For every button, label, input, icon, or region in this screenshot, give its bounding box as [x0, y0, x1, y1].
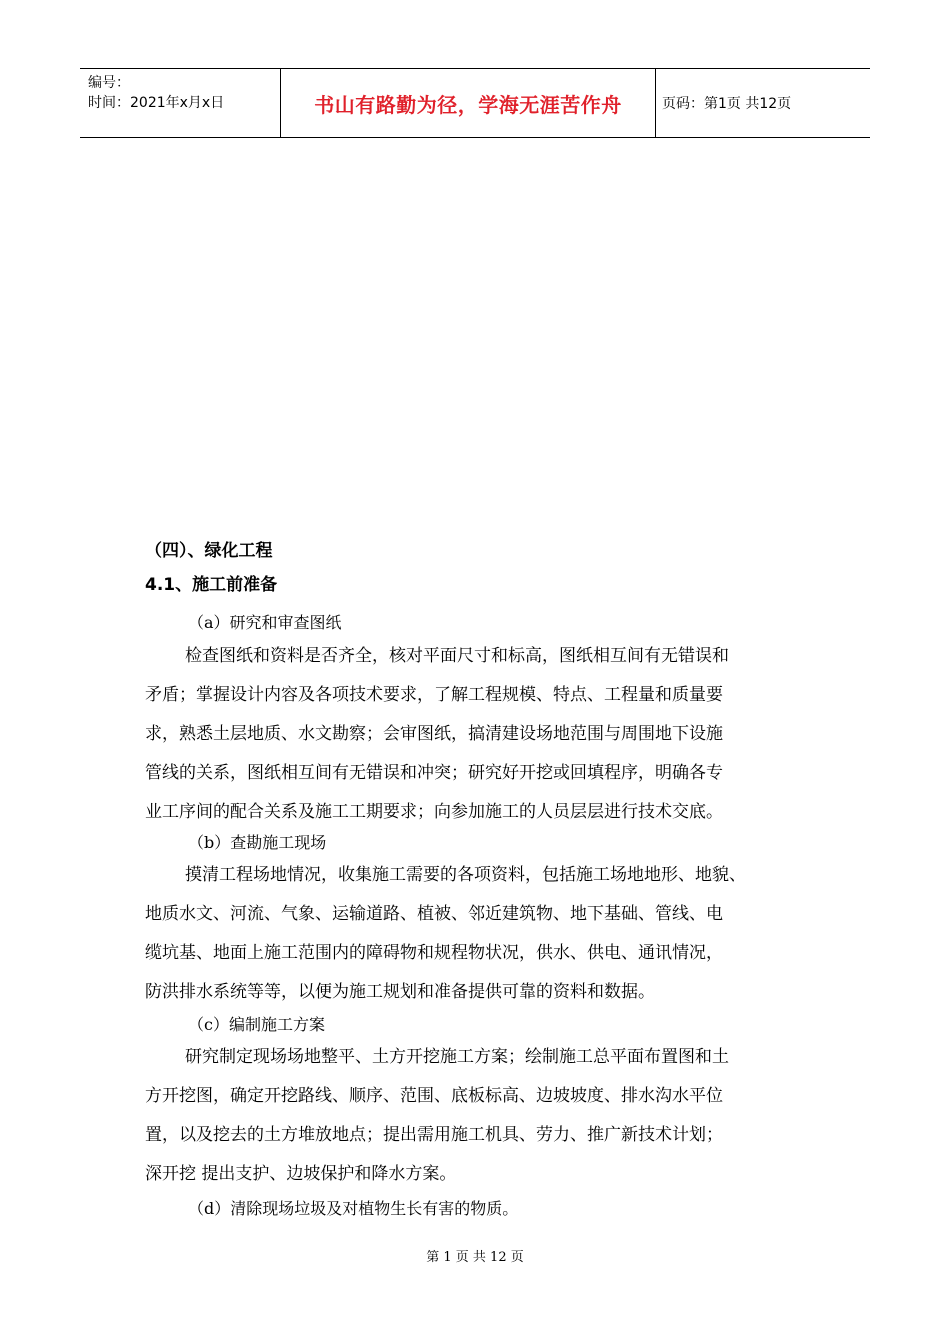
- document-date: 时间：2021年x月x日: [88, 95, 225, 111]
- paragraph-line: 置，以及挖去的土方堆放地点；提出需用施工机具、劳力、推广新技术计划；: [145, 1125, 723, 1145]
- page-header: [80, 68, 870, 138]
- page-footer: 第 1 页 共 12 页: [426, 1250, 524, 1265]
- paragraph-line: 求，熟悉土层地质、水文勘察；会审图纸，搞清建设场地范围与周围地下设施: [145, 724, 723, 744]
- paragraph-line: 业工序间的配合关系及施工工期要求；向参加施工的人员层层进行技术交底。: [145, 802, 723, 822]
- paragraph-line: 摸清工程场地情况，收集施工需要的各项资料，包括施工场地地形、地貌、: [185, 865, 746, 885]
- paragraph-line: 矛盾；掌握设计内容及各项技术要求，了解工程规模、特点、工程量和质量要: [145, 685, 723, 705]
- item-b-heading: （b）查勘施工现场: [188, 833, 327, 852]
- paragraph-line: 深开挖 提出支护、边坡保护和降水方案。: [145, 1164, 457, 1184]
- document-number-label: 编号：: [88, 75, 130, 91]
- paragraph-line: 缆坑基、地面上施工范围内的障碍物和规程物状况，供水、供电、通讯情况，: [145, 943, 723, 963]
- section-title: （四）、绿化工程: [145, 541, 273, 561]
- header-meta: [80, 69, 280, 137]
- paragraph-line: 方开挖图，确定开挖路线、顺序、范围、底板标高、边坡坡度、排水沟水平位: [145, 1086, 723, 1106]
- paragraph-line: 管线的关系，图纸相互间有无错误和冲突；研究好开挖或回填程序，明确各专: [145, 763, 723, 783]
- header-page-info: 页码：第1页 共12页: [662, 96, 792, 112]
- subsection-title: 4.1、施工前准备: [145, 575, 278, 595]
- paragraph-line: 研究制定现场场地整平、土方开挖施工方案；绘制施工总平面布置图和土: [185, 1047, 729, 1067]
- item-a-heading: （a）研究和审查图纸: [188, 613, 342, 632]
- header-motto: 书山有路勤为径，学海无涯苦作舟: [280, 69, 656, 137]
- item-b-paragraph: [145, 856, 817, 1012]
- item-c-heading: （c）编制施工方案: [188, 1015, 325, 1034]
- paragraph-line: 检查图纸和资料是否齐全，核对平面尺寸和标高，图纸相互间有无错误和: [185, 646, 729, 666]
- item-c-paragraph: [145, 1038, 817, 1194]
- item-a-paragraph: [145, 637, 817, 832]
- item-d-heading: （d）清除现场垃圾及对植物生长有害的物质。: [188, 1199, 519, 1218]
- paragraph-line: 地质水文、河流、气象、运输道路、植被、邻近建筑物、地下基础、管线、电: [145, 904, 723, 924]
- paragraph-line: 防洪排水系统等等，以便为施工规划和准备提供可靠的资料和数据。: [145, 982, 655, 1002]
